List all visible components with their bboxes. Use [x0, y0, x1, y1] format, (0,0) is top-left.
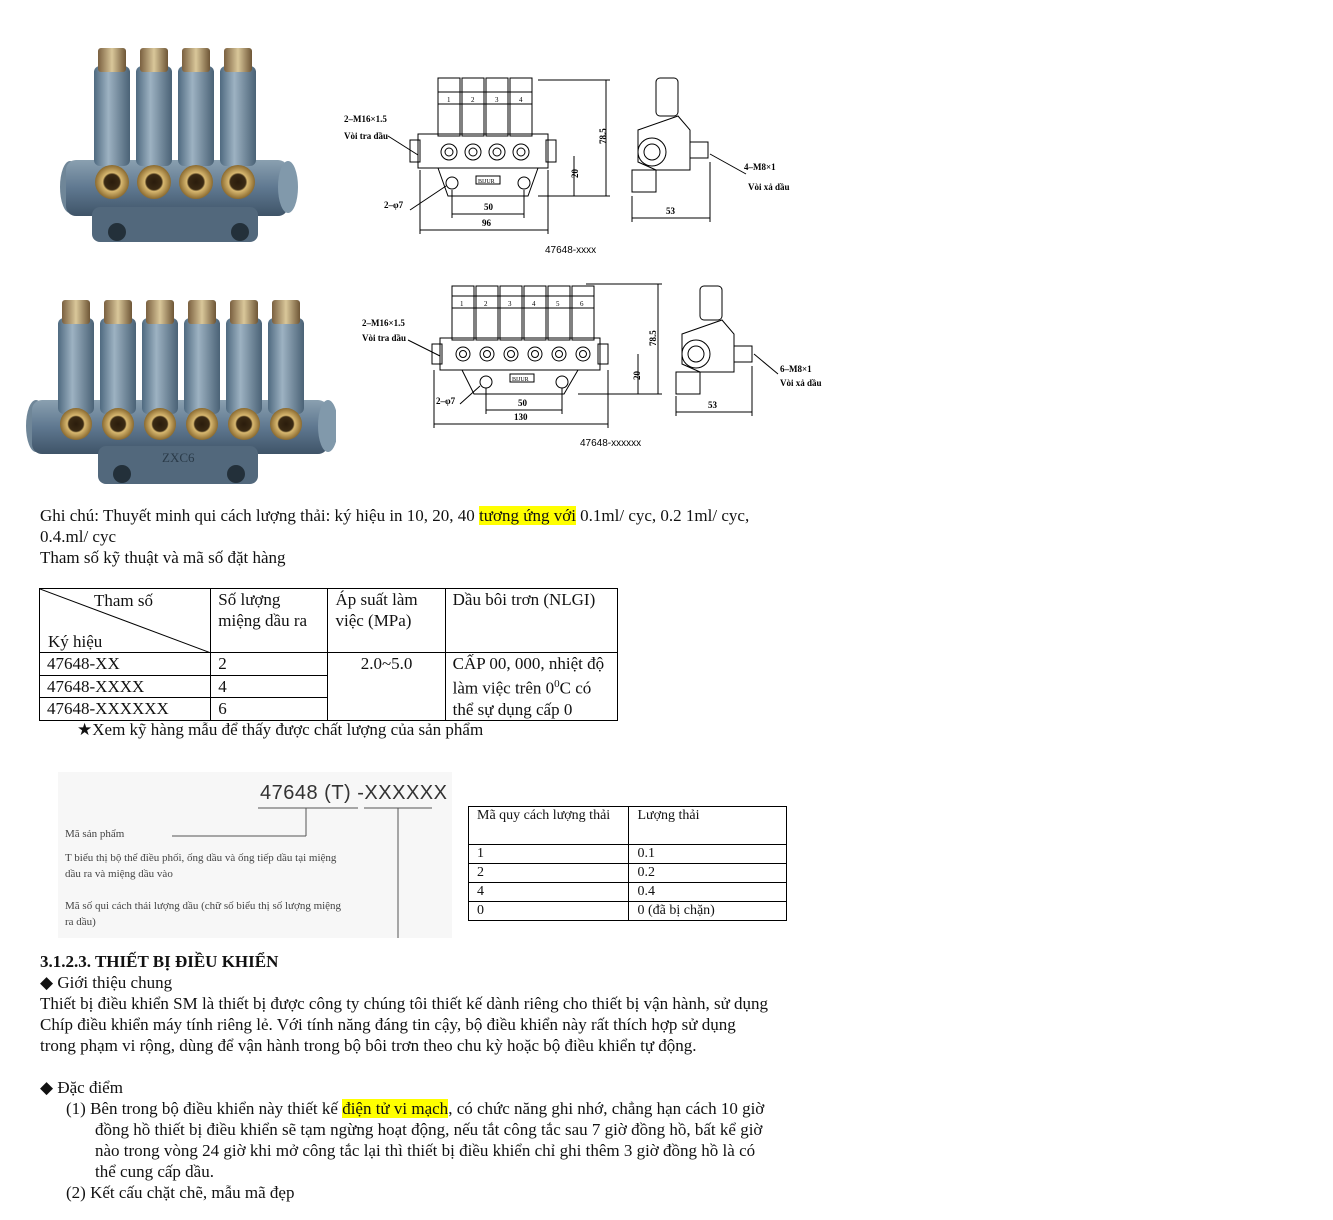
feature-item-1-line: thể cung cấp dầu. [95, 1162, 214, 1181]
svg-text:130: 130 [514, 412, 528, 422]
table-cell: 0.4 [629, 883, 787, 902]
table-cell: 2 [469, 864, 629, 883]
distributor-6-photo [22, 296, 336, 492]
label-t-2: dầu ra và miệng dầu vào [65, 868, 173, 880]
spec-table [39, 588, 618, 721]
table-cell: 0 (đã bị chặn) [629, 902, 787, 921]
table-cell: 0.1 [629, 845, 787, 864]
svg-text:2: 2 [471, 96, 475, 104]
hole-label: 2–φ7 [384, 200, 404, 210]
feature-item-2: (2) Kết cấu chặt chẽ, mẫu mã đẹp [66, 1183, 295, 1202]
inlet-label: Vòi tra dầu [362, 333, 407, 343]
feature-item-1: (1) Bên trong bộ điều khiển này thiết kế điện tử vi mạch, có chức năng ghi nhớ, chẳng hạn cách 10 giờ [66, 1099, 765, 1118]
table-cell-outlets: 4 [211, 675, 328, 698]
table-cell-code: 47648-XX [40, 653, 211, 676]
svg-text:96: 96 [482, 218, 491, 228]
distributor-4-photo [52, 42, 298, 250]
table-cell-grease: CẤP 00, 000, nhiệt độ làm việc trên $0^0C$ có thể sự dụng cấp 0 [445, 653, 617, 721]
label-product: Mã sản phẩm [65, 828, 125, 840]
table-cell-outlets: 6 [211, 698, 328, 721]
note-line-1: Ghi chú: Thuyết minh qui cách lượng thải: ký hiệu in 10, 20, 40 tương ứng với 0.1ml/ cyc, 0.2 1ml/ cyc, [40, 506, 750, 525]
section-heading: 3.1.2.3. THIẾT BỊ ĐIỀU KHIỂN [40, 952, 279, 971]
order-code: 47648 (T) -XXXXXX [260, 782, 448, 804]
svg-text:20: 20 [570, 169, 580, 178]
highlight-text: tương ứng với [479, 506, 576, 525]
diag-bottom-label: Ký hiệu [48, 632, 103, 651]
order-code-figure [58, 772, 452, 938]
paragraph-line: Chíp điều khiển máy tính riêng lẻ. Với tính năng đáng tin cậy, bộ điều khiển này rất thích hợp sử dụng [40, 1015, 736, 1034]
svg-text:4: 4 [532, 300, 536, 308]
outlet-thread: 4–M8×1 [744, 162, 776, 172]
svg-text:BIJUR: BIJUR [478, 179, 495, 185]
thread-label: 2–M16×1.5 [344, 114, 387, 124]
svg-text:53: 53 [666, 206, 675, 216]
svg-text:3: 3 [495, 96, 499, 104]
svg-text:50: 50 [484, 202, 493, 212]
label-spec-1: Mã số qui cách thải lượng dầu (chữ số biểu thị số lượng miệng [65, 900, 342, 912]
svg-text:6: 6 [580, 300, 584, 308]
table-cell: 0 [469, 902, 629, 921]
casting-mark: ZXC6 [162, 450, 195, 465]
thread-label: 2–M16×1.5 [362, 318, 405, 328]
note-line-3: Tham số kỹ thuật và mã số đặt hàng [40, 548, 286, 567]
header-outlets: Số lượng miệng dầu ra [211, 589, 328, 653]
svg-text:3: 3 [508, 300, 512, 308]
svg-text:1: 1 [460, 300, 464, 308]
table-cell-outlets: 2 [211, 653, 328, 676]
hole-label: 2–φ7 [436, 396, 456, 406]
note-line-2: 0.4.ml/ cyc [40, 527, 117, 546]
table-cell-code: 47648-XXXXXX [40, 698, 211, 721]
table-note: ★Xem kỹ hàng mẫu để thấy được chất lượng của sản phẩm [77, 720, 484, 739]
feature-item-1-line: nào trong vòng 24 giờ khi mở công tắc lại thì thiết bị điều khiển chỉ ghi thêm 3 giờ đồng hồ là có [95, 1141, 756, 1160]
drawing-47648-6 [356, 280, 836, 452]
outlet-label: Vòi xả dầu [748, 182, 790, 192]
table-cell: 1 [469, 845, 629, 864]
outlet-thread: 6–M8×1 [780, 364, 812, 374]
paragraph-line: trong phạm vi rộng, dùng để vận hành trong bộ bôi trơn theo chu kỳ hoặc bộ điều khiển tự động. [40, 1036, 697, 1055]
feature-item-1-line: đồng hồ thiết bị điều khiển sẽ tạm ngừng hoạt động, nếu tắt công tắc sau 7 giờ đồng hồ, bất kể giờ [95, 1120, 763, 1139]
svg-text:20: 20 [632, 371, 642, 380]
bullet-intro: ◆ Giới thiệu chung [40, 973, 173, 992]
discharge-code-table [468, 806, 787, 921]
header-code: Mã quy cách lượng thải [469, 807, 629, 845]
svg-text:5: 5 [556, 300, 560, 308]
table-cell-code: 47648-XXXX [40, 675, 211, 698]
label-spec-2: ra dầu) [65, 916, 96, 928]
header-amount: Lượng thải [629, 807, 787, 845]
drawing-47648-4 [338, 70, 818, 262]
svg-text:53: 53 [708, 400, 717, 410]
outlet-label: Vòi xả dầu [780, 378, 822, 388]
table-cell-pressure: 2.0~5.0 [328, 653, 445, 721]
bullet-features: ◆ Đặc điểm [40, 1078, 123, 1097]
label-t-1: T biểu thị bộ thể điều phối, ống dầu và ống tiếp dầu tại miệng [65, 852, 337, 864]
diag-top-label: Tham số [94, 591, 154, 610]
model-label: 47648-xxxxxx [580, 438, 642, 449]
svg-text:78.5: 78.5 [598, 128, 608, 144]
header-grease: Dầu bôi trơn (NLGI) [445, 589, 617, 653]
inlet-label: Vòi tra dầu [344, 131, 389, 141]
svg-text:2: 2 [484, 300, 488, 308]
paragraph-line: Thiết bị điều khiển SM là thiết bị được công ty chúng tôi thiết kế dành riêng cho thiết bị vận hành, sử dụng [40, 994, 769, 1013]
highlight-text: điện tử vi mạch [342, 1099, 449, 1118]
table-cell: 4 [469, 883, 629, 902]
model-label: 47648-xxxx [545, 245, 597, 256]
svg-text:78.5: 78.5 [648, 330, 658, 346]
table-cell: 0.2 [629, 864, 787, 883]
svg-text:1: 1 [447, 96, 451, 104]
svg-text:4: 4 [519, 96, 523, 104]
diagonal-header-cell [40, 589, 211, 653]
svg-text:50: 50 [518, 398, 527, 408]
header-pressure: Áp suất làm việc (MPa) [328, 589, 445, 653]
svg-text:BIJUR: BIJUR [512, 377, 529, 383]
